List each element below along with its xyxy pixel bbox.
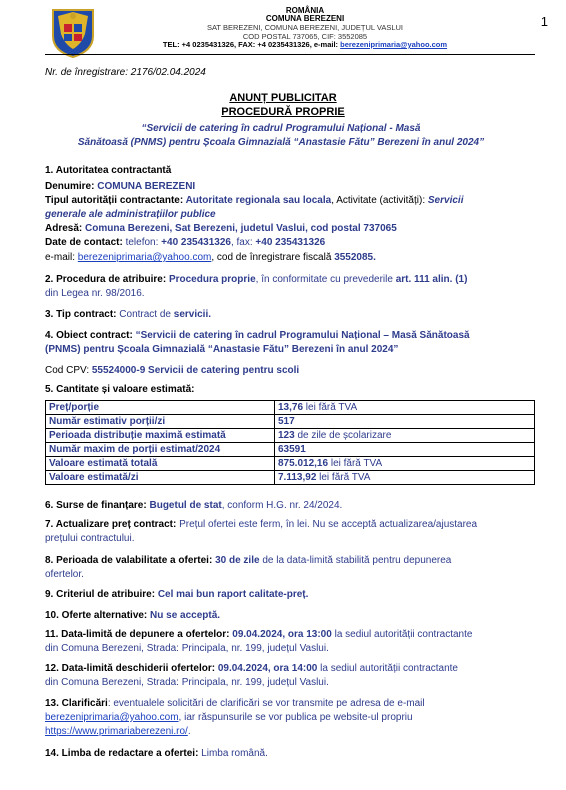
section-13 (45, 697, 537, 739)
deadline-open-value: 09.04.2024, ora 14:00 (217, 663, 318, 674)
table-value-suffix: de zile de școlarizare (294, 430, 392, 441)
procedure-law: din Legea nr. 98/2016. (45, 288, 145, 299)
procedure-text: , în conformitate cu prevederile (255, 274, 396, 285)
section-9-title: 9. Criteriul de atribuire: (45, 589, 158, 600)
table-value-number: 517 (278, 416, 295, 427)
section-7-title: 7. Actualizare preț contract: (45, 519, 180, 530)
deadline-submit-text-1: la sediul autorității contractante (331, 629, 473, 640)
subtitle-line-1: “Servicii de catering în cadrul Programului Național - Masă (141, 123, 421, 134)
denumire-value: COMUNA BEREZENI (97, 181, 196, 192)
table-row (46, 443, 535, 457)
table-value (275, 415, 535, 429)
section-1-contact (45, 236, 537, 250)
subtitle-line-2: Sănătoasă (PNMS) pentru Școala Gimnazială “Anastasie Fătu” Berezeni în anul 2024” (77, 137, 485, 148)
section-2-title: 2. Procedura de atribuire: (45, 274, 169, 285)
table-value-number: 875.012,16 (278, 458, 329, 469)
table-value-suffix: lei fără TVA (328, 458, 383, 469)
header-email-link[interactable]: berezeniprimaria@yahoo.com (340, 40, 448, 49)
section-1-activitate (45, 208, 537, 222)
table-value (275, 443, 535, 457)
contact-label: Date de contact: (45, 237, 126, 248)
section-13-title: 13. Clarificări (45, 698, 108, 709)
deadline-submit-value: 09.04.2024, ora 13:00 (232, 629, 332, 640)
tip-value: Autoritate regionala sau locala (185, 195, 332, 206)
table-value (275, 401, 535, 415)
section-9 (45, 588, 537, 602)
contract-type: servicii. (173, 309, 212, 320)
cpv-label: Cod CPV: (45, 365, 92, 376)
deadline-open-text-1: la sediul autorității contractante (317, 663, 458, 674)
estimated-value-table (45, 400, 535, 485)
website-link[interactable]: https://www.primariaberezeni.ro/ (45, 726, 188, 737)
header-commune: COMUNA BEREZENI (265, 14, 345, 23)
section-1-email (45, 251, 537, 265)
section-6-title: 6. Surse de finanțare: (45, 500, 150, 511)
email-link[interactable]: berezeniprimaria@yahoo.com (77, 252, 212, 263)
section-11-title: 11. Data-limită de depunere a ofertelor: (45, 629, 233, 640)
cpv-line (45, 364, 537, 378)
criteria-value: Cel mai bun raport calitate-preț. (157, 589, 309, 600)
registration-number: Nr. de înregistrare: 2176/02.04.2024 (45, 67, 206, 78)
alternative-value: Nu se acceptă. (150, 610, 221, 621)
romania-coat-of-arms-icon (50, 6, 96, 58)
header-contact (140, 40, 470, 50)
section-1-adresa (45, 222, 537, 236)
adresa-value: Comuna Berezeni, Sat Berezeni, judetul Vaslui, cod postal 737065 (85, 223, 397, 234)
table-label: Valoare estimată/zi (46, 471, 275, 485)
deadline-open-text-2: din Comuna Berezeni, Strada: Principala, nr. 199, județul Vaslui. (45, 677, 329, 688)
table-label: Perioada distribuție maximă estimată (46, 429, 275, 443)
table-value-number: 7.113,92 (278, 472, 317, 483)
header-country: ROMÂNIA (285, 6, 325, 15)
table-value-suffix: lei fără TVA (316, 472, 371, 483)
header-contact-text: TEL: +4 0235431326, FAX: +4 0235431326, e-mail: (162, 40, 341, 49)
table-value-suffix: lei fără TVA (303, 402, 358, 413)
table-row (46, 457, 535, 471)
section-2 (45, 273, 537, 301)
fax-value: +40 235431326 (255, 237, 326, 248)
section-1-denumire (45, 180, 537, 194)
email-label: e-mail: (45, 252, 78, 263)
section-8-title: 8. Perioada de valabilitate a ofertei: (45, 555, 216, 566)
section-4-title: 4. Obiect contract: (45, 330, 136, 341)
section-14 (45, 747, 537, 761)
table-row (46, 429, 535, 443)
table-row (46, 415, 535, 429)
section-5-heading (45, 383, 537, 397)
clarification-text-2: , iar răspunsurile se vor publica pe website-ul propriu (178, 712, 413, 723)
cpv-value: 55524000-9 Servicii de catering pentru scoli (91, 365, 300, 376)
header-postal: COD POSTAL 737065, CIF: 3552085 (242, 32, 368, 41)
section-5-title: 5. Cantitate și valoare estimată: (45, 384, 195, 395)
tel-value: +40 235431326 (161, 237, 231, 248)
table-value-number: 63591 (278, 444, 306, 455)
section-11 (45, 628, 537, 656)
announcement-title: ANUNȚ PUBLICITAR (229, 92, 337, 104)
validity-text-1: de la data-limită stabilită pentru depunerea (259, 555, 452, 566)
section-14-title: 14. Limba de redactare a ofertei: (45, 748, 202, 759)
validity-text-2: ofertelor. (45, 569, 84, 580)
tel-label: telefon: (125, 237, 162, 248)
adresa-label: Adresă: (45, 223, 86, 234)
clarification-text-3: . (187, 726, 191, 737)
funding-text: , conform H.G. nr. 24/2024. (221, 500, 343, 511)
header-divider (45, 54, 535, 55)
procedure-value: Procedura proprie (168, 274, 256, 285)
price-text-2: prețului contractului. (45, 533, 135, 544)
fax-label: , fax: (230, 237, 256, 248)
table-label: Valoare estimată totală (46, 457, 275, 471)
header-address: SAT BEREZENI, COMUNA BEREZENI, JUDEȚUL VASLUI (206, 23, 403, 32)
fiscal-value: 3552085. (334, 252, 376, 263)
table-label: Preț/porție (46, 401, 275, 415)
procedure-article: art. 111 alin. (1) (395, 274, 468, 285)
section-10-title: 10. Oferte alternative: (45, 610, 151, 621)
table-value (275, 457, 535, 471)
table-label: Număr estimativ porții/zi (46, 415, 275, 429)
section-10 (45, 609, 537, 623)
page-number: 1 (540, 14, 548, 29)
funding-value: Bugetul de stat (149, 500, 222, 511)
section-6 (45, 499, 537, 513)
table-value-number: 13,76 (278, 402, 304, 413)
price-text-1: Prețul ofertei este ferm, în lei. Nu se acceptă actualizarea/ajustarea (179, 519, 478, 530)
activitate-value-1: Servicii (427, 195, 464, 206)
section-4 (45, 329, 537, 357)
clarification-text-1: : eventualele solicitări de clarificări se vor transmite pe adresa de e-mail (107, 698, 425, 709)
table-value (275, 429, 535, 443)
announcement-subtitle (48, 122, 514, 150)
table-value-number: 123 (278, 430, 295, 441)
table-row (46, 401, 535, 415)
validity-value: 30 de zile (215, 555, 260, 566)
procedure-title: PROCEDURĂ PROPRIE (221, 106, 345, 118)
object-value-1: “Servicii de catering în cadrul Programului Național – Masă Sănătoasă (135, 330, 470, 341)
contract-text: Contract de (119, 309, 174, 320)
section-1-title: 1. Autoritatea contractantă (45, 165, 172, 176)
section-12-title: 12. Data-limită deschiderii ofertelor: (45, 663, 218, 674)
table-label: Număr maxim de porții estimat/2024 (46, 443, 275, 457)
fiscal-label: , cod de înregistrare fiscală (211, 252, 335, 263)
activitate-label: , Activitate (activități): (331, 195, 428, 206)
language-value: Limba română. (201, 748, 268, 759)
section-8 (45, 554, 537, 582)
deadline-submit-text-2: din Comuna Berezeni, Strada: Principala, nr. 199, județul Vaslui. (45, 643, 329, 654)
object-value-2: (PNMS) pentru Școala Gimnazială “Anastasie Fătu” Berezeni în anul 2024” (45, 344, 399, 355)
tip-label: Tipul autorității contractante: (45, 195, 186, 206)
table-row (46, 471, 535, 485)
section-1-tip (45, 194, 537, 208)
section-1-heading (45, 164, 537, 178)
activitate-value-2: generale ale administrațiilor publice (45, 209, 216, 220)
section-3-title: 3. Tip contract: (45, 309, 120, 320)
section-12 (45, 662, 537, 690)
clarification-email-link[interactable]: berezeniprimaria@yahoo.com (45, 712, 179, 723)
table-value (275, 471, 535, 485)
section-3 (45, 308, 537, 322)
section-7 (45, 518, 537, 546)
denumire-label: Denumire: (45, 181, 98, 192)
